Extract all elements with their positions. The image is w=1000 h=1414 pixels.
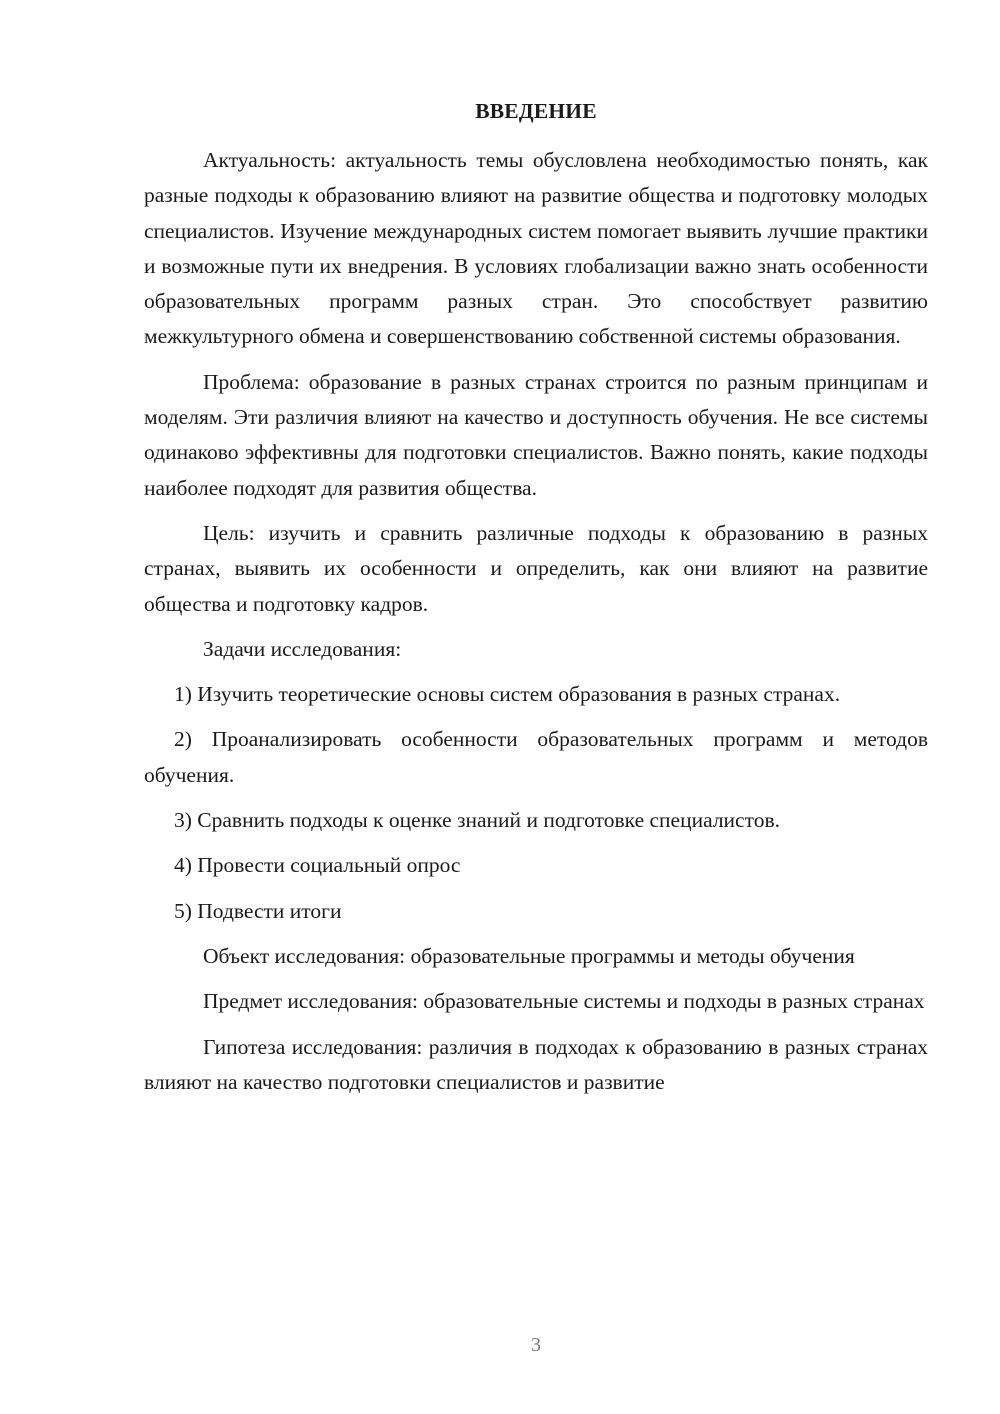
section-title: ВВЕДЕНИЕ [475, 99, 597, 123]
task-item-3: 3) Сравнить подходы к оценке знаний и подготовке специалистов. [174, 808, 780, 833]
task-item-2: 2) Проанализировать особенности образовательных программ и методов обучения. [144, 727, 928, 787]
goal-paragraph: Цель: изучить и сравнить различные подходы к образованию в разных странах, выявить их особенности и определить, как они влияют на развитие общества и подготовку кадров. [144, 520, 928, 616]
subject-paragraph: Предмет исследования: образовательные системы и подходы в разных странах [203, 989, 925, 1014]
task-item-4: 4) Провести социальный опрос [174, 853, 461, 878]
document-page [144, 95, 928, 1100]
problem-paragraph: Проблема: образование в разных странах строится по разным принципам и моделям. Эти различия влияют на качество и доступность обучения. Не все системы одинаково эффективны для подготовки специалистов. Важно понять, какие подходы наиболее подходят для развития общества. [144, 369, 928, 500]
relevance-paragraph: Актуальность: актуальность темы обусловлена необходимостью понять, как разные подходы к образованию влияют на развитие общества и подготовку молодых специалистов. Изучение международных систем помогает выявить лучшие практики и возможные пути их внедрения. В условиях глобализации важно знать особенности образовательных программ разных стран. Это способствует развитию межкультурного обмена и совершенствованию собственной системы образования. [144, 148, 928, 349]
hypothesis-paragraph: Гипотеза исследования: различия в подходах к образованию в разных странах влияют на качество подготовки специалистов и развитие [144, 1034, 928, 1094]
object-paragraph: Объект исследования: образовательные программы и методы обучения [203, 943, 855, 968]
tasks-heading: Задачи исследования: [203, 636, 402, 661]
task-item-1: 1) Изучить теоретические основы систем образования в разных странах. [174, 682, 841, 707]
page-number: 3 [531, 1334, 541, 1356]
task-item-5: 5) Подвести итоги [174, 898, 342, 923]
